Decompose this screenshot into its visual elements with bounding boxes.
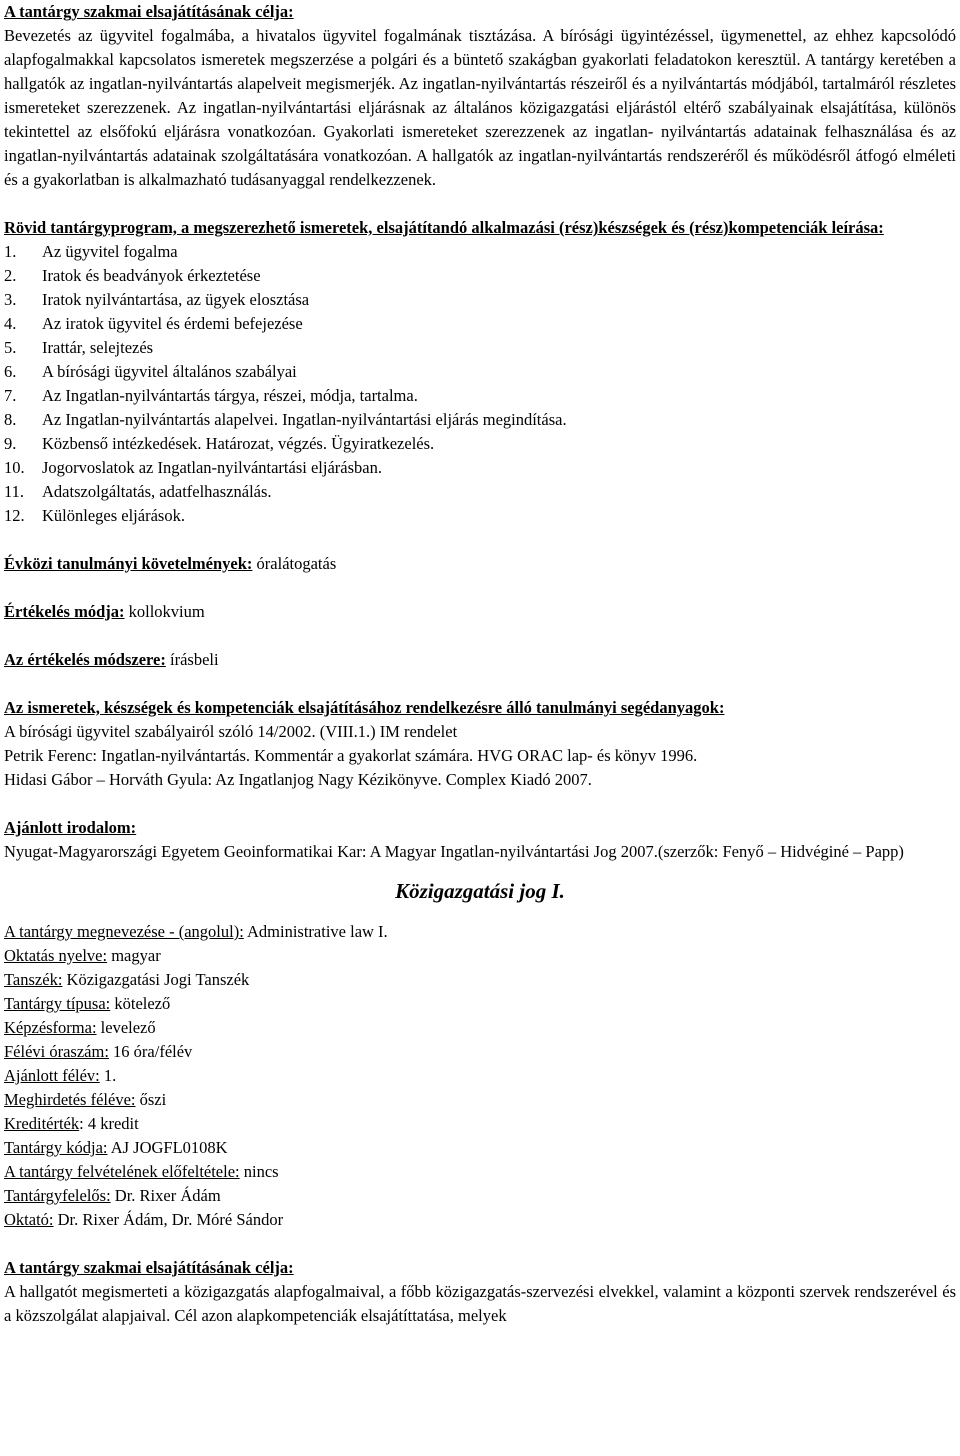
course-goal-body: A hallgatót megismerteti a közigazgatás alapfogalmaival, a főbb közigazgatás-szervezési elvekkel, valamint a központi szervek rendszerével és a közszolgálat alapjaival. Cél azon alapkompetenciák elsajátíttatása, melyek (4, 1282, 956, 1325)
field-row: Meghirdetés féléve: őszi (4, 1090, 167, 1109)
field-row: Ajánlott félév: 1. (4, 1066, 117, 1085)
list-item: 5. Irattár, selejtezés (4, 338, 154, 357)
course-goal-heading: A tantárgy szakmai elsajátításának célja: (4, 1258, 294, 1277)
list-item: 8. Az Ingatlan-nyilvántartás alapelvei. Ingatlan-nyilvántartási eljárás megindítása. (4, 410, 567, 429)
field-row: Tanszék: Közigazgatási Jogi Tanszék (4, 970, 250, 989)
list-item: 12. Különleges eljárások. (4, 506, 185, 525)
evaluation-method-label: Értékelés módja: (4, 602, 125, 621)
material-item: Hidasi Gábor – Horváth Gyula: Az Ingatlanjog Nagy Kézikönyve. Complex Kiadó 2007. (4, 770, 592, 789)
field-row: A tantárgy felvételének előfeltétele: nincs (4, 1162, 279, 1181)
field-row: Tantárgy kódja: AJ JOGFL0108K (4, 1138, 228, 1157)
field-row: Képzésforma: levelező (4, 1018, 156, 1037)
field-row: A tantárgy megnevezése - (angolul): Administrative law I. (4, 922, 388, 941)
goal-paragraph: Bevezetés az ügyvitel fogalmába, a hivatalos ügyvitel fogalmának tisztázása. A bírósági ügyintézéssel, ügymenettel, az ehhez kapcsolódó alapfogalmakkal kapcsolatos ismeretek megszerzése a polgári és a büntető szakágban gyakorlati feladatokon keresztül. A tantárgy keretében a hallgatók az ingatlan-nyilvántartás alapelveit megismerjék. Az ingatlan-nyilvántartás részeiről és a nyilvántartás módjából, tartalmáról részletes ismereteket szerezzenek. Az ingatlan-nyilvántartási eljárásnak az általános közigazgatási eljárástól eltérő szabályainak elsajátítása, különös tekintettel az elsőfokú eljárásra vonatkozóan. Gyakorlati ismereteket szerezzenek az ingatlan- nyilvántartás adatainak felhasználása és az ingatlan-nyilvántartás adatainak szolgáltatására vonatkozóan. A hallgatók az ingatlan-nyilvántartás rendszeréről és működésről átfogó elméleti és a gyakorlatban is alkalmazható tudásanyaggal rendelkezzenek. (4, 26, 956, 189)
evaluation-method-value: kollokvium (124, 602, 205, 621)
list-item: 7. Az Ingatlan-nyilvántartás tárgya, részei, módja, tartalma. (4, 386, 418, 405)
evaluation-system-line (4, 648, 956, 672)
course-title: Közigazgatási jog I. (395, 879, 565, 903)
list-item: 10. Jogorvoslatok az Ingatlan-nyilvántartási eljárásban. (4, 458, 382, 477)
list-item: 1. Az ügyvitel fogalma (4, 242, 178, 261)
evaluation-system-label: Az értékelés módszere: (4, 650, 166, 669)
list-item: 3. Iratok nyilvántartása, az ügyek elosztása (4, 290, 310, 309)
material-item: Petrik Ferenc: Ingatlan-nyilvántartás. Kommentár a gyakorlat számára. HVG ORAC lap- és könyv 1996. (4, 746, 698, 765)
course-fields (4, 920, 956, 1232)
program-heading: Rövid tantárgyprogram, a megszerezhető ismeretek, elsajátítandó alkalmazási (rész)készségek és (rész)kompetenciák leírása: (4, 218, 884, 237)
list-item: 9. Közbenső intézkedések. Határozat, végzés. Ügyiratkezelés. (4, 434, 435, 453)
field-row: Félévi óraszám: 16 óra/félév (4, 1042, 193, 1061)
field-row: Oktatás nyelve: magyar (4, 946, 161, 965)
evaluation-method-line (4, 600, 956, 624)
materials-heading: Az ismeretek, készségek és kompetenciák elsajátításához rendelkezésre álló tanulmányi segédanyagok: (4, 698, 725, 717)
recommended-body: Nyugat-Magyarországi Egyetem Geoinformatikai Kar: A Magyar Ingatlan-nyilvántartási Jog 2007.(szerzők: Fenyő – Hidvéginé – Papp) (4, 842, 904, 861)
topic-list (4, 240, 956, 528)
field-row: Tantárgyfelelős: Dr. Rixer Ádám (4, 1186, 221, 1205)
requirements-line (4, 552, 956, 576)
field-row: Kreditérték: 4 kredit (4, 1114, 139, 1133)
recommended-heading: Ajánlott irodalom: (4, 818, 137, 837)
list-item: 4. Az iratok ügyvitel és érdemi befejezése (4, 314, 303, 333)
requirements-label: Évközi tanulmányi követelmények: (4, 554, 253, 573)
requirements-value: óralátogatás (252, 554, 337, 573)
material-item: A bírósági ügyvitel szabályairól szóló 14/2002. (VIII.1.) IM rendelet (4, 722, 458, 741)
list-item: 11. Adatszolgáltatás, adatfelhasználás. (4, 482, 272, 501)
section-heading-goal: A tantárgy szakmai elsajátításának célja: (4, 2, 294, 21)
evaluation-system-value: írásbeli (165, 650, 219, 669)
list-item: 2. Iratok és beadványok érkeztetése (4, 266, 261, 285)
field-row: Tantárgy típusa: kötelező (4, 994, 171, 1013)
list-item: 6. A bírósági ügyvitel általános szabályai (4, 362, 297, 381)
field-row: Oktató: Dr. Rixer Ádám, Dr. Móré Sándor (4, 1210, 284, 1229)
